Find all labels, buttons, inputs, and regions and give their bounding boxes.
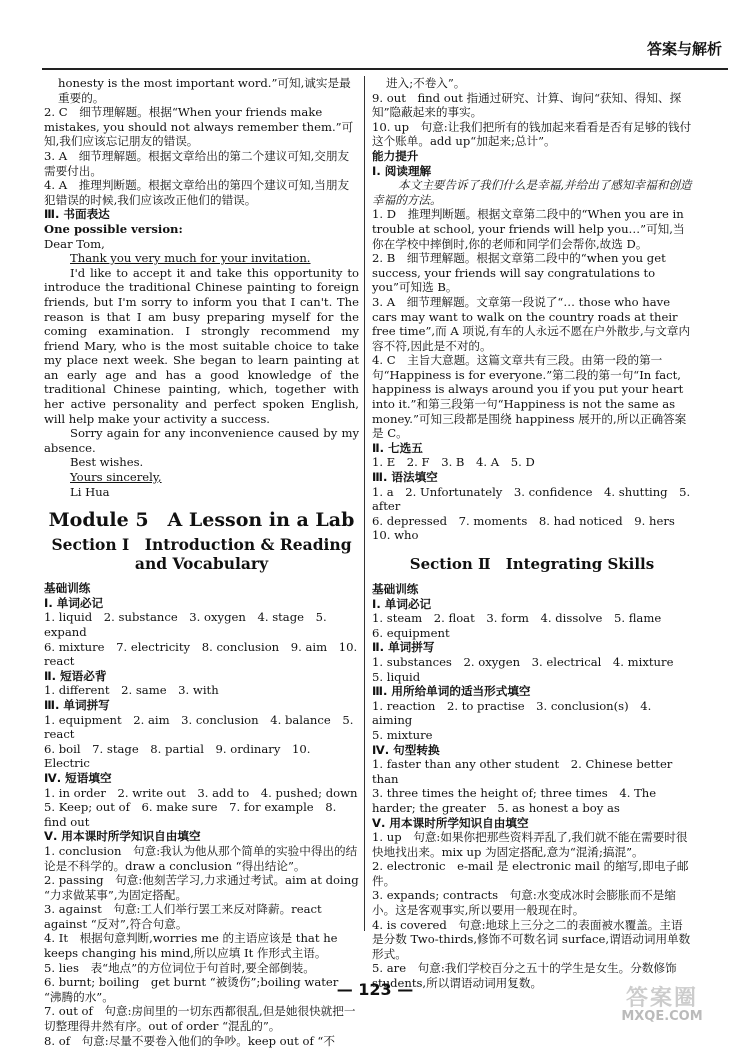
- answer-item: 10. up 句意:让我们把所有的钱加起来看看是否有足够的钱付这个账单。add up“加起来;总计”。: [372, 119, 692, 149]
- basic-training-heading: 基础训练: [44, 581, 91, 596]
- exercise-heading: Ⅳ. 句型转换: [372, 742, 440, 757]
- header-title: 答案与解析: [646, 40, 722, 58]
- left-column: [44, 76, 359, 1048]
- answer-item: 5. lies 表“地点”的方位词位于句首时,要全部倒装。: [44, 960, 315, 975]
- ability-heading: 能力提升: [372, 148, 419, 163]
- answer-item: 9. out find out 指通过研究、计算、询问“获知、得知、探知”隐蔽起来的事实。: [372, 90, 682, 120]
- writing-heading: Ⅲ. 书面表达: [44, 207, 110, 222]
- sample-letter: [44, 237, 359, 500]
- version-label: One possible version:: [44, 221, 183, 236]
- answer-line: 3. three times the height of; three times 4. The harder; the greater 5. as honest a boy as: [372, 786, 657, 815]
- answer-item: 2. passing 句意:他刻苦学习,力求通过考试。aim at doing “力求做某事”,为固定搭配。: [44, 873, 359, 902]
- salutation: Dear Tom,: [44, 236, 105, 251]
- answer-item: 2. electronic e-mail 是 electronic mail 的缩写,即电子邮件。: [372, 859, 689, 888]
- answer-item: 8. of 句意:尽量不要卷入他们的争吵。keep out of “不: [44, 1033, 335, 1048]
- page-header: [0, 34, 750, 70]
- answer-item: 2. C 细节理解题。根据“When your friends make mistakes, you should not always remember them.”可知,我们应该忘记朋友的错误。: [44, 105, 354, 149]
- watermark-text: 答案圈: [625, 986, 698, 1011]
- answer-item: 4. C 主旨大意题。这篇文章共有三段。由第一段的第一句“Happiness is for everyone.”第二段的第一句“In fact, happiness is always around you if you put your heart into it.”和第三段第一句“Happiness is not the same as money.”可知三段都是围绕 happiness 展开的,所以正确答案是 C。: [372, 353, 687, 441]
- section2-title: Section Ⅱ Integrating Skills: [409, 555, 655, 573]
- exercise-heading: Ⅱ. 短语必背: [44, 668, 107, 683]
- answer-item: 1. up 句意:如果你把那些资料弄乱了,我们就不能在需要时很快地找出来。mix up 为固定搭配,意为“混淆;搞混”。: [372, 830, 688, 859]
- answer-line: 1. liquid 2. substance 3. oxygen 4. stage 5. expand: [44, 610, 327, 639]
- answer-item: honesty is the most important word.”可知,诚实是最重要的。: [58, 76, 351, 105]
- page-number: — 123 —: [336, 980, 414, 999]
- signature: Li Hua: [70, 484, 110, 499]
- sorry-line: Sorry again for any inconvenience caused by my absence.: [44, 426, 359, 455]
- answer-item: 1. D 推理判断题。根据文章第二段中的“When you are in trouble at school, your friends will help you…”可知,当你在学校中摔倒时,你的老师和同学们会帮你,故选 D。: [372, 207, 685, 251]
- answer-line: 1. reaction 2. to practise 3. conclusion(s) 4. aiming: [372, 698, 652, 728]
- answer-line: 5. liquid: [372, 669, 421, 684]
- answer-item: 5. are 句意:我们学校百分之五十的学生是女生。分数修饰 students,所以谓语动词用复数。: [372, 961, 677, 991]
- exercise-heading: Ⅲ. 用所给单词的适当形式填空: [372, 684, 531, 699]
- answer-line: 1. E 2. F 3. B 4. A 5. D: [372, 455, 535, 470]
- answer-line: 6. depressed 7. moments 8. had noticed 9. hers 10. who: [372, 513, 687, 543]
- basic-training-heading: 基础训练: [372, 582, 419, 596]
- answer-item: 4. is covered 句意:地球上三分之二的表面被水覆盖。主语是分数 Two-thirds,修饰不可数名词 surface,谓语动词用单数形式。: [372, 917, 691, 961]
- exercise-heading: Ⅲ. 单词拼写: [44, 697, 110, 712]
- answer-item: 4. A 推理判断题。根据文章给出的第四个建议可知,当朋友犯错误的时候,我们应该改正他们的错误。: [44, 178, 350, 207]
- exercise-heading: Ⅰ. 单词必记: [372, 596, 432, 611]
- answer-line: 6. mixture 7. electricity 8. conclusion 9. aim 10. react: [44, 639, 358, 669]
- exercise-heading: Ⅴ. 用本课时所学知识自由填空: [372, 815, 529, 830]
- answer-line: 1. in order 2. write out 3. add to 4. pushed; down: [44, 785, 358, 800]
- watermark-logo: [592, 986, 732, 1034]
- exercise-heading: Ⅰ. 阅读理解: [372, 163, 432, 178]
- answer-line: 1. steam 2. float 3. form 4. dissolve 5. flame: [372, 611, 662, 626]
- answer-line: 6. boil 7. stage 8. partial 9. ordinary 10. Electric: [44, 741, 311, 771]
- answer-item: 7. out of 句意:房间里的一切东西都很乱,但是她很快就把一切整理得井然有序。out of order “混乱的”。: [44, 1004, 356, 1034]
- exercise-heading: Ⅰ. 单词必记: [44, 595, 104, 610]
- answer-line: 1. substances 2. oxygen 3. electrical 4. mixture: [372, 654, 674, 669]
- thanks-line: Thank you very much for your invitation.: [70, 251, 311, 266]
- answer-line: 5. Keep; out of 6. make sure 7. for example 8. find out: [44, 800, 337, 829]
- section1-subtitle: and Vocabulary: [134, 554, 269, 574]
- answer-line: 1. faster than any other student 2. Chinese better than: [372, 757, 673, 786]
- answer-item: 6. burnt; boiling get burnt “被烫伤”;boiling water “沸腾的水”。: [44, 975, 339, 1004]
- answer-item: 1. conclusion 句意:我认为他从那个简单的实验中得出的结论是不科学的。draw a conclusion “得出结论”。: [44, 843, 358, 873]
- answer-item: 进入;不卷入”。: [386, 76, 466, 90]
- letter-body: I'd like to accept it and take this opportunity to introduce the traditional Chinese painting to foreign friends, but I'm sorry to inform you that I can't. The reason is that I am busy preparing myself for the coming examination. I strongly recommend my friend Mary, who is the most suitable choice to take my place next week. She began to learn painting at an early age and has a good knowledge of the traditional Chinese painting, which, together with her active personality and perfect spoken English, will help make your activity a success.: [44, 265, 359, 426]
- answer-item: 3. against 句意:工人们举行罢工来反对降薪。react against “反对”,符合句意。: [44, 902, 322, 931]
- answer-line: 1. equipment 2. aim 3. conclusion 4. balance 5. react: [44, 712, 354, 742]
- exercise-heading: Ⅱ. 单词拼写: [372, 640, 435, 655]
- exercise-heading: Ⅲ. 语法填空: [372, 470, 438, 485]
- answer-line: 6. equipment: [372, 625, 450, 640]
- reading-intro: 本文主要告诉了我们什么是幸福,并给出了感知幸福和创造幸福的方法。: [372, 178, 692, 207]
- answer-line: 1. a 2. Unfortunately 3. confidence 4. shutting 5. after: [372, 484, 691, 514]
- closing: Yours sincerely,: [70, 470, 162, 485]
- watermark-url: MXQE.COM: [621, 1009, 703, 1024]
- header-rule: [42, 68, 728, 70]
- exercise-heading: Ⅱ. 七选五: [372, 440, 423, 455]
- exercise-heading: Ⅴ. 用本课时所学知识自由填空: [44, 829, 201, 844]
- section1-title: Section Ⅰ Introduction & Reading: [51, 535, 352, 555]
- answer-line: 1. different 2. same 3. with: [44, 683, 219, 698]
- exercise-heading: Ⅳ. 短语填空: [44, 770, 112, 785]
- answer-item: 3. expands; contracts 句意:水变成冰时会膨胀而不是缩小。这是客观事实,所以要用一般现在时。: [372, 888, 676, 918]
- answer-item: 4. It 根据句意判断,worries me 的主语应该是 that he keeps changing his mind,所以应填 It 作形式主语。: [44, 931, 338, 961]
- column-divider: [364, 76, 365, 931]
- answer-item: 3. A 细节理解题。根据文章给出的第二个建议可知,交朋友需要付出。: [44, 148, 350, 178]
- right-column: [372, 76, 692, 991]
- best-wishes: Best wishes.: [70, 455, 144, 470]
- answer-line: 5. mixture: [372, 727, 433, 742]
- answer-item: 2. B 细节理解题。根据文章第二段中的“when you get success, your friends will say congratulations to you”可知选 B。: [372, 251, 666, 295]
- answer-item: 3. A 细节理解题。文章第一段说了“… those who have cars may want to walk on the country roads at their free time”,而 A 项说,有车的人永远不愿在户外散步,与文章内容不符,因此是不对的。: [372, 294, 691, 353]
- module-title: Module 5 A Lesson in a Lab: [48, 509, 355, 532]
